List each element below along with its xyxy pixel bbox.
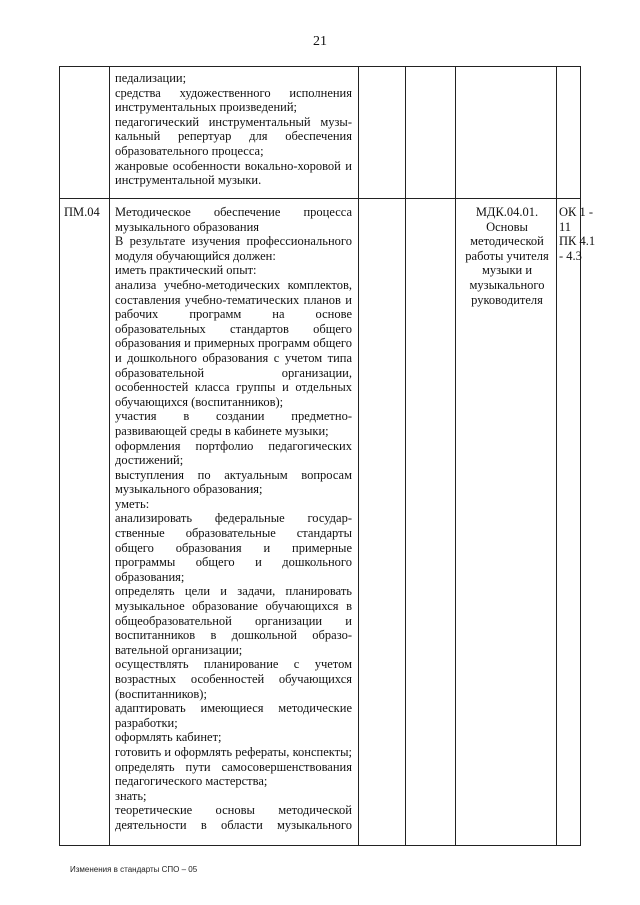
description-line: теоретические основы методической (115, 803, 352, 818)
description-line: музыкального образования; (115, 482, 263, 497)
description-line: ственные образовательные стандарты (115, 526, 352, 541)
row-divider (60, 198, 580, 199)
description-line: образовательной организации, (115, 365, 352, 380)
description-line: осуществлять планирование с учетом (115, 657, 352, 672)
description-line: уметь: (115, 496, 150, 511)
column-divider (109, 67, 110, 845)
description-line: педагогический инструментальный музы- (115, 114, 352, 129)
column-divider (455, 67, 456, 845)
mdk-line: Основы (486, 219, 528, 234)
description-line: жанровые особенности вокально-хоровой и (115, 158, 352, 173)
description-line: определять пути самосовершенствования (115, 759, 352, 774)
description-line: общеобразовательной организации и (115, 613, 352, 628)
description-line: готовить и оформлять рефераты, конспекты; (115, 744, 352, 759)
mdk-cell (461, 205, 553, 307)
description-line: образования; (115, 569, 185, 584)
mdk-line: музыкального (469, 277, 545, 292)
description-line: кальный репертуар для обеспечения (115, 129, 352, 144)
competency-line: ПК 4.1 (559, 234, 596, 249)
description-line: иметь практический опыт: (115, 263, 257, 278)
description-line: определять цели и задачи, планировать (115, 584, 352, 599)
competency-line: ОК 1 - (559, 205, 594, 219)
module-code: ПМ.04 (64, 205, 100, 219)
competency-table (59, 66, 596, 846)
competency-cell (559, 205, 596, 263)
description-line: возрастных особенностей обучающихся (115, 672, 352, 686)
description-line: Методическое обеспечение процесса (115, 205, 352, 219)
footer-note: Изменения в стандарты СПО – 05 (70, 865, 198, 874)
description-line: вательной организации; (115, 642, 243, 657)
description-line: воспитанников в дошкольной образо- (115, 628, 352, 643)
description-line: средства художественного исполнения (115, 85, 352, 100)
description-line: общего образования и примерные (115, 540, 352, 555)
description-line: анализировать федеральные государ- (115, 511, 352, 526)
description-line: знать; (115, 788, 147, 803)
column-divider (556, 67, 557, 845)
mdk-line: методической (470, 234, 544, 249)
competency-line: 11 (559, 219, 572, 234)
description-line: анализа учебно-методических комплектов, (115, 277, 352, 292)
column-divider (405, 67, 406, 845)
description-line: программы общего и дошкольного (115, 555, 352, 570)
description-line: участия в создании предметно- (115, 409, 352, 424)
mdk-line: руководителя (471, 292, 543, 307)
mdk-line: музыки и (481, 263, 533, 278)
description-line: педализации; (115, 71, 187, 85)
description-line: достижений; (115, 453, 184, 468)
description-line: образования и примерных программ общего (115, 336, 352, 351)
column-divider (358, 67, 359, 845)
competency-line: - 4.3 (559, 248, 582, 263)
description-line: инструментальных произведений; (115, 100, 298, 115)
description-line: разработки; (115, 715, 178, 730)
description-line: музыкального образования (115, 219, 260, 234)
description-line: рабочих программ на основе (115, 307, 352, 322)
description-line: модуля обучающийся должен: (115, 248, 276, 263)
description-line: адаптировать имеющиеся методические (115, 701, 352, 716)
description-line: музыкальное образование обучающихся в (115, 599, 352, 614)
description-line: инструментальной музыки. (115, 173, 262, 188)
row2-description (115, 205, 352, 833)
description-line: обучающихся (воспитанников); (115, 394, 284, 409)
description-line: составления учебно-тематических планов и (115, 292, 352, 307)
description-line: выступления по актуальным вопросам (115, 467, 352, 482)
description-line: (воспитанников); (115, 686, 207, 701)
page-number: 21 (313, 34, 327, 49)
description-line: образовательного процесса; (115, 143, 264, 158)
mdk-line: МДК.04.01. (475, 205, 539, 219)
description-line: образовательных стандартов общего (115, 321, 352, 336)
description-line: особенностей класса группы и отдельных (115, 380, 352, 395)
description-line: В результате изучения профессионального (115, 234, 352, 249)
description-line: развивающей среды в кабинете музыки; (115, 423, 329, 438)
description-line: педагогического мастерства; (115, 774, 268, 789)
mdk-line: работы учителя (465, 248, 549, 263)
description-line: и дошкольного образования с учетом типа (115, 350, 352, 365)
row1-description (115, 71, 352, 188)
description-line: деятельности в области музыкального (115, 817, 352, 832)
description-line: оформлять кабинет; (115, 730, 222, 745)
description-line: оформления портфолио педагогических (115, 438, 352, 453)
